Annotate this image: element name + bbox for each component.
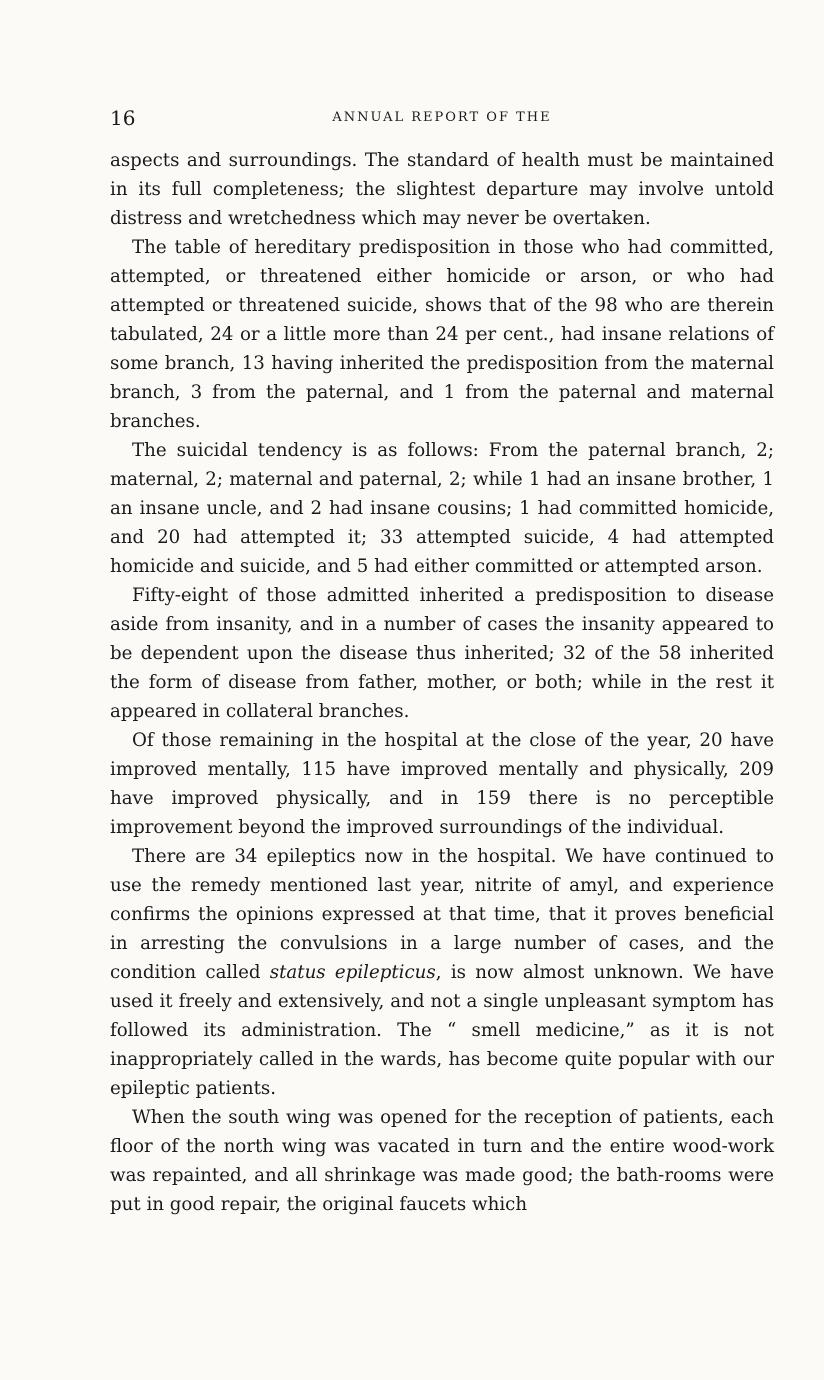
page-number: 16 (110, 106, 136, 130)
paragraph-5: Of those remaining in the hospital at the close of the year, 20 have improved mentally, 115 have improved mentally and physically, 209 have improved physically, and in 159 there is no perceptible improvement beyond the improved surroundings of the individual. (110, 730, 774, 838)
paragraph-4: Fifty-eight of those admitted inherited a predisposition to disease aside from insanity, and in a number of cases the insanity appeared to be dependent upon the disease thus inherited; 32 of the 58 inherited the form of disease from father, mother, or both; while in the rest it appeared in collateral branches. (110, 585, 774, 722)
running-head: ANNUAL REPORT OF THE (332, 110, 552, 125)
paragraph-3: The suicidal tendency is as follows: From the paternal branch, 2; maternal, 2; maternal and paternal, 2; while 1 had an insane brother, 1 an insane uncle, and 2 had insane cousins; 1 had committed homicide, and 20 had attempted it; 33 attempted suicide, 4 had attempted homicide and suicide, and 5 had either committed or attempted arson. (110, 440, 774, 577)
paragraph-6 (110, 842, 774, 1103)
page-header (110, 105, 774, 131)
body-text (110, 146, 774, 1219)
paragraph-1: aspects and surroundings. The standard of health must be maintained in its full completeness; the slightest departure may involve untold distress and wretchedness which may never be overtaken. (110, 150, 774, 229)
paragraph-6-text-before: There are 34 epileptics now in the hospital. We have continued to use the remedy mentioned last year, nitrite of amyl, and experience confirms the opinions expressed at that time, that it proves beneficial in arresting the convulsions in a large number of cases, and the condition called (110, 846, 774, 983)
paragraph-7: When the south wing was opened for the reception of patients, each floor of the north wing was vacated in turn and the entire wood-work was repainted, and all shrinkage was made good; the bath-rooms were put in good repair, the original faucets which (110, 1107, 774, 1215)
paragraph-6-italic-term: status epilepticus (269, 962, 436, 983)
paragraph-2: The table of hereditary predisposition in those who had committed, attempted, or threatened either homicide or arson, or who had attempted or threatened suicide, shows that of the 98 who are therein tabulated, 24 or a little more than 24 per cent., had insane relations of some branch, 13 having inherited the predisposition from the maternal branch, 3 from the paternal, and 1 from the paternal and maternal branches. (110, 237, 774, 432)
paragraph-6-text-after: , is now almost unknown. We have used it freely and extensively, and not a single unpleasant symptom has followed its administration. The “ smell medicine,” as it is not inappropriately called in the wards, has become quite popular with our epileptic patients. (110, 962, 774, 1099)
